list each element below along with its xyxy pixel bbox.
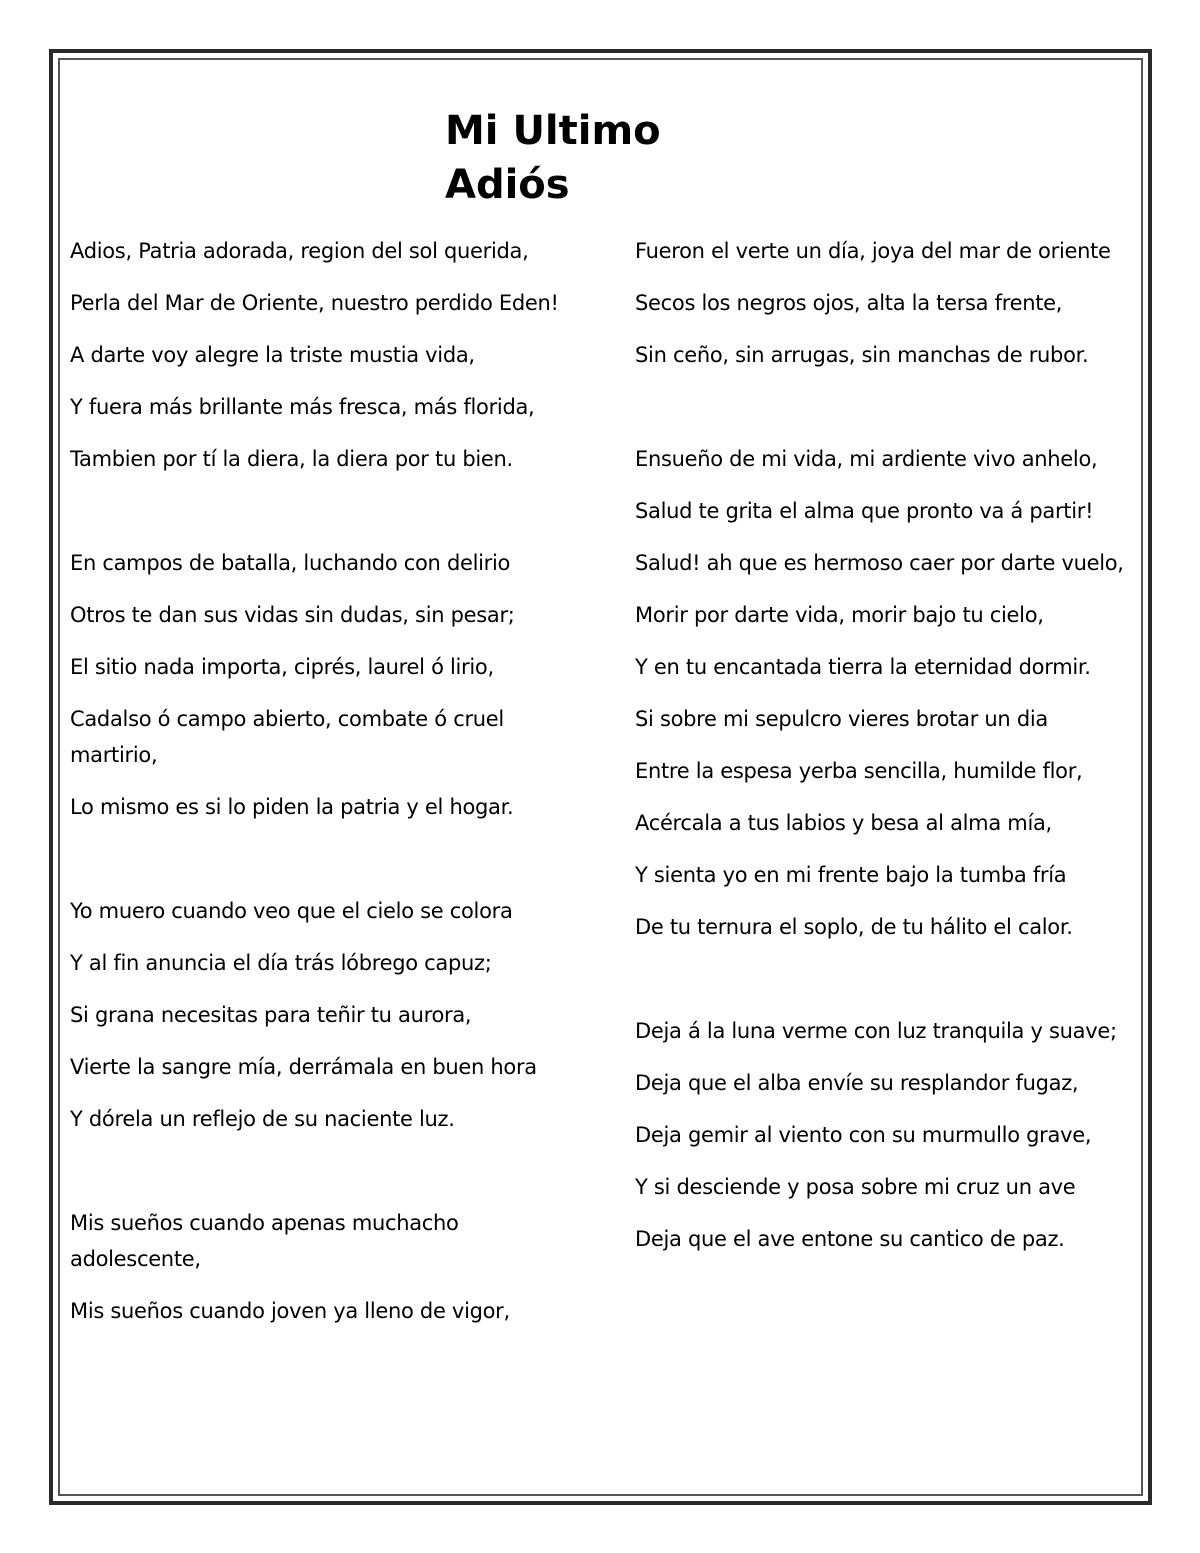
verse-line: Deja gemir al viento con su murmullo grave, — [635, 1123, 1092, 1147]
verse-line: En campos de batalla, luchando con delirio — [70, 551, 511, 575]
verse-line: Salud! ah que es hermoso caer por darte vuelo, — [635, 551, 1124, 575]
verse-line: El sitio nada importa, ciprés, laurel ó lirio, — [70, 655, 494, 679]
verse-line: Y sienta yo en mi frente bajo la tumba fría — [635, 863, 1067, 887]
verse-line: Y si desciende y posa sobre mi cruz un ave — [635, 1175, 1076, 1199]
left-column — [70, 233, 570, 1345]
stanza-gap — [70, 1153, 570, 1205]
verse-line: Deja que el alba envíe su resplandor fugaz, — [635, 1071, 1079, 1095]
verse-line: Entre la espesa yerba sencilla, humilde flor, — [635, 759, 1083, 783]
verse-line: Mis sueños cuando apenas muchacho adolescente, — [70, 1211, 459, 1271]
verse-line: Mis sueños cuando joven ya lleno de vigor, — [70, 1299, 510, 1323]
verse-line: Deja á la luna verme con luz tranquila y suave; — [635, 1019, 1117, 1043]
stanza-gap — [70, 841, 570, 893]
stanza-gap — [70, 493, 570, 545]
verse-line: Salud te grita el alma que pronto va á partir! — [635, 499, 1094, 523]
verse-line: Ensueño de mi vida, mi ardiente vivo anhelo, — [635, 447, 1098, 471]
right-column — [635, 233, 1135, 1273]
verse-line: Y al fin anuncia el día trás lóbrego capuz; — [70, 951, 492, 975]
verse-line: A darte voy alegre la triste mustia vida, — [70, 343, 475, 367]
verse-line: Fueron el verte un día, joya del mar de oriente — [635, 239, 1111, 263]
verse-line: Acércala a tus labios y besa al alma mía, — [635, 811, 1052, 835]
stanza-gap — [635, 961, 1135, 1013]
verse-line: Si grana necesitas para teñir tu aurora, — [70, 1003, 472, 1027]
verse-line: Otros te dan sus vidas sin dudas, sin pesar; — [70, 603, 515, 627]
verse-line: De tu ternura el soplo, de tu hálito el calor. — [635, 915, 1073, 939]
verse-line: Si sobre mi sepulcro vieres brotar un dia — [635, 707, 1048, 731]
verse-line: Tambien por tí la diera, la diera por tu bien. — [70, 447, 513, 471]
verse-line: Deja que el ave entone su cantico de paz. — [635, 1227, 1065, 1251]
verse-line: Perla del Mar de Oriente, nuestro perdido Eden! — [70, 291, 559, 315]
poem-title-line-1: Mi Ultimo — [445, 108, 661, 154]
verse-line: Vierte la sangre mía, derrámala en buen hora — [70, 1055, 537, 1079]
verse-line: Y dórela un reflejo de su naciente luz. — [70, 1107, 455, 1131]
verse-line: Cadalso ó campo abierto, combate ó cruel martirio, — [70, 707, 504, 767]
verse-line: Y fuera más brillante más fresca, más florida, — [70, 395, 535, 419]
verse-line: Lo mismo es si lo piden la patria y el hogar. — [70, 795, 514, 819]
verse-line: Adios, Patria adorada, region del sol querida, — [70, 239, 529, 263]
verse-line: Sin ceño, sin arrugas, sin manchas de rubor. — [635, 343, 1089, 367]
stanza-gap — [635, 389, 1135, 441]
poem-title-line-2: Adiós — [445, 162, 570, 208]
verse-line: Yo muero cuando veo que el cielo se colora — [70, 899, 513, 923]
verse-line: Morir por darte vida, morir bajo tu cielo, — [635, 603, 1044, 627]
poem-title — [445, 104, 661, 212]
verse-line: Secos los negros ojos, alta la tersa frente, — [635, 291, 1063, 315]
verse-line: Y en tu encantada tierra la eternidad dormir. — [635, 655, 1091, 679]
